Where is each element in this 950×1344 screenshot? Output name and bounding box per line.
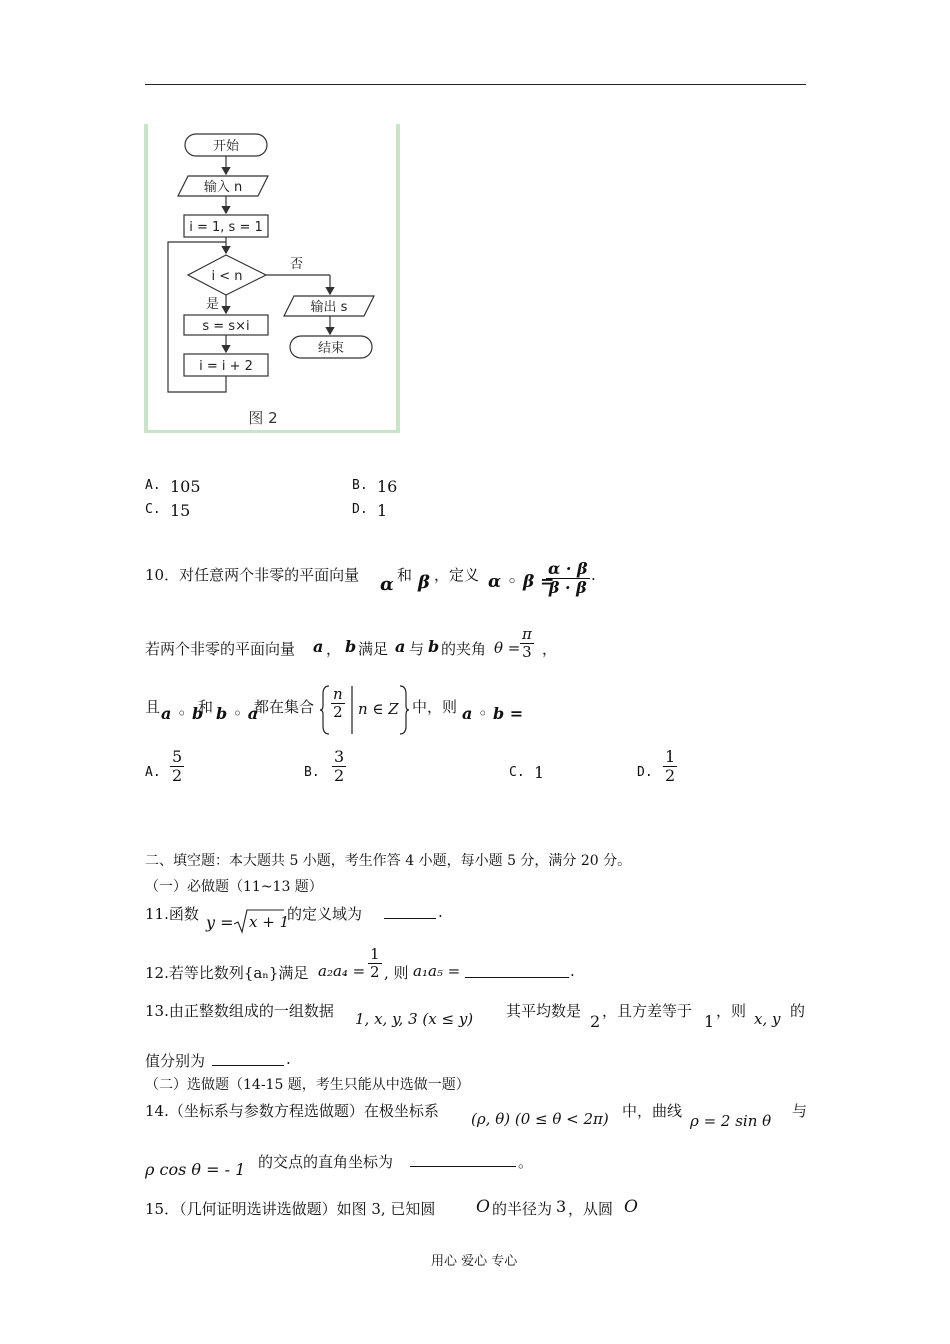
- q15-mid: 的半径为: [492, 1200, 553, 1218]
- q9-option-a-label: A.: [145, 478, 161, 493]
- q13-end: .: [286, 1050, 291, 1068]
- q10-opt-d-num: 1: [665, 747, 676, 766]
- q10-set-2: 2: [333, 702, 343, 721]
- q15-radius: 3: [556, 1197, 567, 1216]
- figure-caption: 图 2: [248, 409, 278, 427]
- end-label: 结束: [317, 341, 345, 356]
- q10-satisfy: 满足: [358, 640, 389, 658]
- q12-end: .: [570, 962, 575, 980]
- q10-angle: 的夹角: [441, 640, 487, 658]
- q9-option-d-value: 1: [377, 501, 388, 520]
- q15-circle-o-2: O: [624, 1197, 638, 1217]
- q10-option-d-label: D.: [637, 765, 653, 780]
- q14-curve1: ρ = 2 sin θ: [690, 1112, 772, 1130]
- required-heading: （一）必做题（11~13 题）: [145, 879, 323, 895]
- q10-opt-b-den: 2: [334, 765, 345, 785]
- q11-end: .: [438, 903, 443, 921]
- q14-curve2: ρ cos θ = - 1: [145, 1160, 246, 1179]
- q11-radicand: x + 1: [249, 913, 290, 931]
- start-label: 开始: [212, 139, 240, 154]
- q10-a: a: [313, 637, 324, 656]
- q14-prefix: 14.（坐标系与参数方程选做题）在极坐标系: [145, 1102, 439, 1120]
- q13-de: 的: [790, 1002, 806, 1020]
- q10-three: 3: [522, 642, 532, 661]
- q11-y: y =: [206, 913, 234, 932]
- q10-define: ，定义: [434, 566, 480, 584]
- q9-option-d-label: D.: [352, 502, 368, 517]
- section2-heading: 二、填空题：本大题共 5 小题，考生作答 4 小题，每小题 5 分，满分 20 分。: [145, 853, 632, 869]
- q15-from: ，从圆: [568, 1200, 614, 1218]
- q14-end: 。: [518, 1153, 534, 1171]
- q10-ask: a ◦ b =: [462, 704, 524, 723]
- q10-option-b: [332, 748, 346, 784]
- q10-line2-prefix: 若两个非零的平面向量: [145, 640, 296, 658]
- q10-def-lhs: α ◦ β =: [488, 572, 555, 592]
- q10-opt-b-num: 3: [334, 747, 345, 766]
- q10-def-end: .: [591, 566, 596, 584]
- update-i-label: i = i + 2: [199, 359, 253, 374]
- output-label: 输出 s: [310, 300, 348, 315]
- q9-option-b-value: 16: [377, 477, 398, 496]
- q15-prefix: 15．（几何证明选讲选做题）如图 3, 已知圆: [145, 1200, 436, 1218]
- q10-option-d: [663, 748, 677, 784]
- q10-set-n: n: [333, 685, 343, 703]
- q13-then: ，则: [716, 1002, 747, 1020]
- q10-option-a: [170, 748, 184, 784]
- q12-lhs: a₂a₄ =: [318, 962, 366, 980]
- page-footer: 用心 爱心 专心: [431, 1254, 518, 1269]
- q11-suffix: 的定义域为: [287, 905, 363, 923]
- q10-option-c-label: C.: [509, 765, 525, 780]
- q10-boa: b ◦ a: [216, 704, 259, 723]
- q14-mid: 中，曲线: [622, 1102, 683, 1120]
- q10-in-set: 都在集合: [254, 698, 315, 716]
- q10-opt-d-den: 2: [665, 765, 676, 785]
- q10-def-num: α · β: [548, 559, 588, 578]
- update-s-label: s = s×i: [202, 319, 250, 334]
- q13-xy: x, y: [754, 1010, 781, 1028]
- q10-angle-fraction: [520, 626, 534, 660]
- q11-prefix: 11.函数: [145, 905, 199, 923]
- q10-set-cond: n ∈ Z: [358, 700, 399, 718]
- init-label: i = 1, s = 1: [189, 220, 263, 235]
- flowchart-figure: [144, 124, 400, 433]
- q10-option-c-value: 1: [534, 763, 545, 782]
- q10-line1-prefix: 10．对任意两个非零的平面向量: [145, 566, 360, 584]
- q9-option-a-value: 105: [170, 477, 201, 496]
- q13-var: 1: [704, 1012, 715, 1031]
- q10-alpha: α: [380, 574, 394, 595]
- q10-middle: 中，则: [412, 698, 458, 716]
- q10-theta: θ =: [494, 639, 521, 657]
- q10-b: b: [345, 637, 357, 656]
- q14-ask: 的交点的直角坐标为: [258, 1153, 394, 1171]
- q10-def-den: β · β: [548, 577, 587, 597]
- q13-var-text: ，且方差等于: [602, 1002, 693, 1020]
- q10-option-a-label: A.: [145, 765, 161, 780]
- q15-circle-o: O: [476, 1197, 490, 1217]
- input-label: 输入 n: [203, 180, 243, 195]
- q9-option-c-label: C.: [145, 502, 161, 517]
- q11-answer-blank[interactable]: [384, 903, 436, 919]
- q12-fraction: [368, 946, 382, 980]
- optional-heading: （二）选做题（14-15 题，考生只能从中选做一题）: [145, 1077, 470, 1093]
- q10-sep: ，: [326, 640, 342, 658]
- q14-answer-blank[interactable]: [410, 1151, 516, 1167]
- q9-option-b-label: B.: [352, 478, 368, 493]
- q13-mean-text: 其平均数是: [506, 1002, 582, 1020]
- q10-line3-prefix: 且: [145, 698, 161, 716]
- q10-a-2: a: [395, 637, 406, 656]
- q10-beta: β: [418, 572, 430, 593]
- q14-system: (ρ, θ) (0 ≤ θ < 2π): [471, 1110, 609, 1128]
- yes-label: 是: [206, 297, 220, 312]
- q12-num: 1: [370, 945, 380, 963]
- q10-pi: π: [522, 625, 532, 643]
- q10-aob: a ◦ b: [161, 704, 204, 723]
- q10-option-b-label: B.: [304, 765, 320, 780]
- q10-with: 与: [409, 640, 425, 658]
- header-rule: [145, 84, 806, 85]
- q13-answer-blank[interactable]: [212, 1050, 284, 1066]
- q14-with: 与: [792, 1102, 808, 1120]
- q13-mean: 2: [590, 1012, 601, 1031]
- q12-prefix: 12.若等比数列{aₙ}满足: [145, 964, 309, 982]
- no-label: 否: [290, 257, 304, 272]
- q10-set-fraction: [331, 686, 345, 720]
- condition-label: i < n: [211, 269, 243, 284]
- q12-ask: a₁a₅ =: [413, 962, 461, 980]
- q10-and: 和: [198, 698, 214, 716]
- q10-he: 和: [397, 566, 413, 584]
- q13-line2: 值分别为: [145, 1052, 206, 1070]
- q10-b-2: b: [428, 637, 440, 656]
- q10-def-fraction: [546, 560, 590, 596]
- q10-opt-a-num: 5: [172, 747, 183, 766]
- q12-mid: , 则: [384, 964, 409, 982]
- q13-prefix: 13.由正整数组成的一组数据: [145, 1002, 334, 1020]
- q9-option-c-value: 15: [170, 501, 191, 520]
- q10-opt-a-den: 2: [172, 765, 183, 785]
- q13-data: 1, x, y, 3 (x ≤ y): [355, 1010, 474, 1028]
- q10-line2-end: ，: [542, 640, 558, 658]
- q12-answer-blank[interactable]: [465, 962, 569, 978]
- q12-den: 2: [370, 962, 380, 981]
